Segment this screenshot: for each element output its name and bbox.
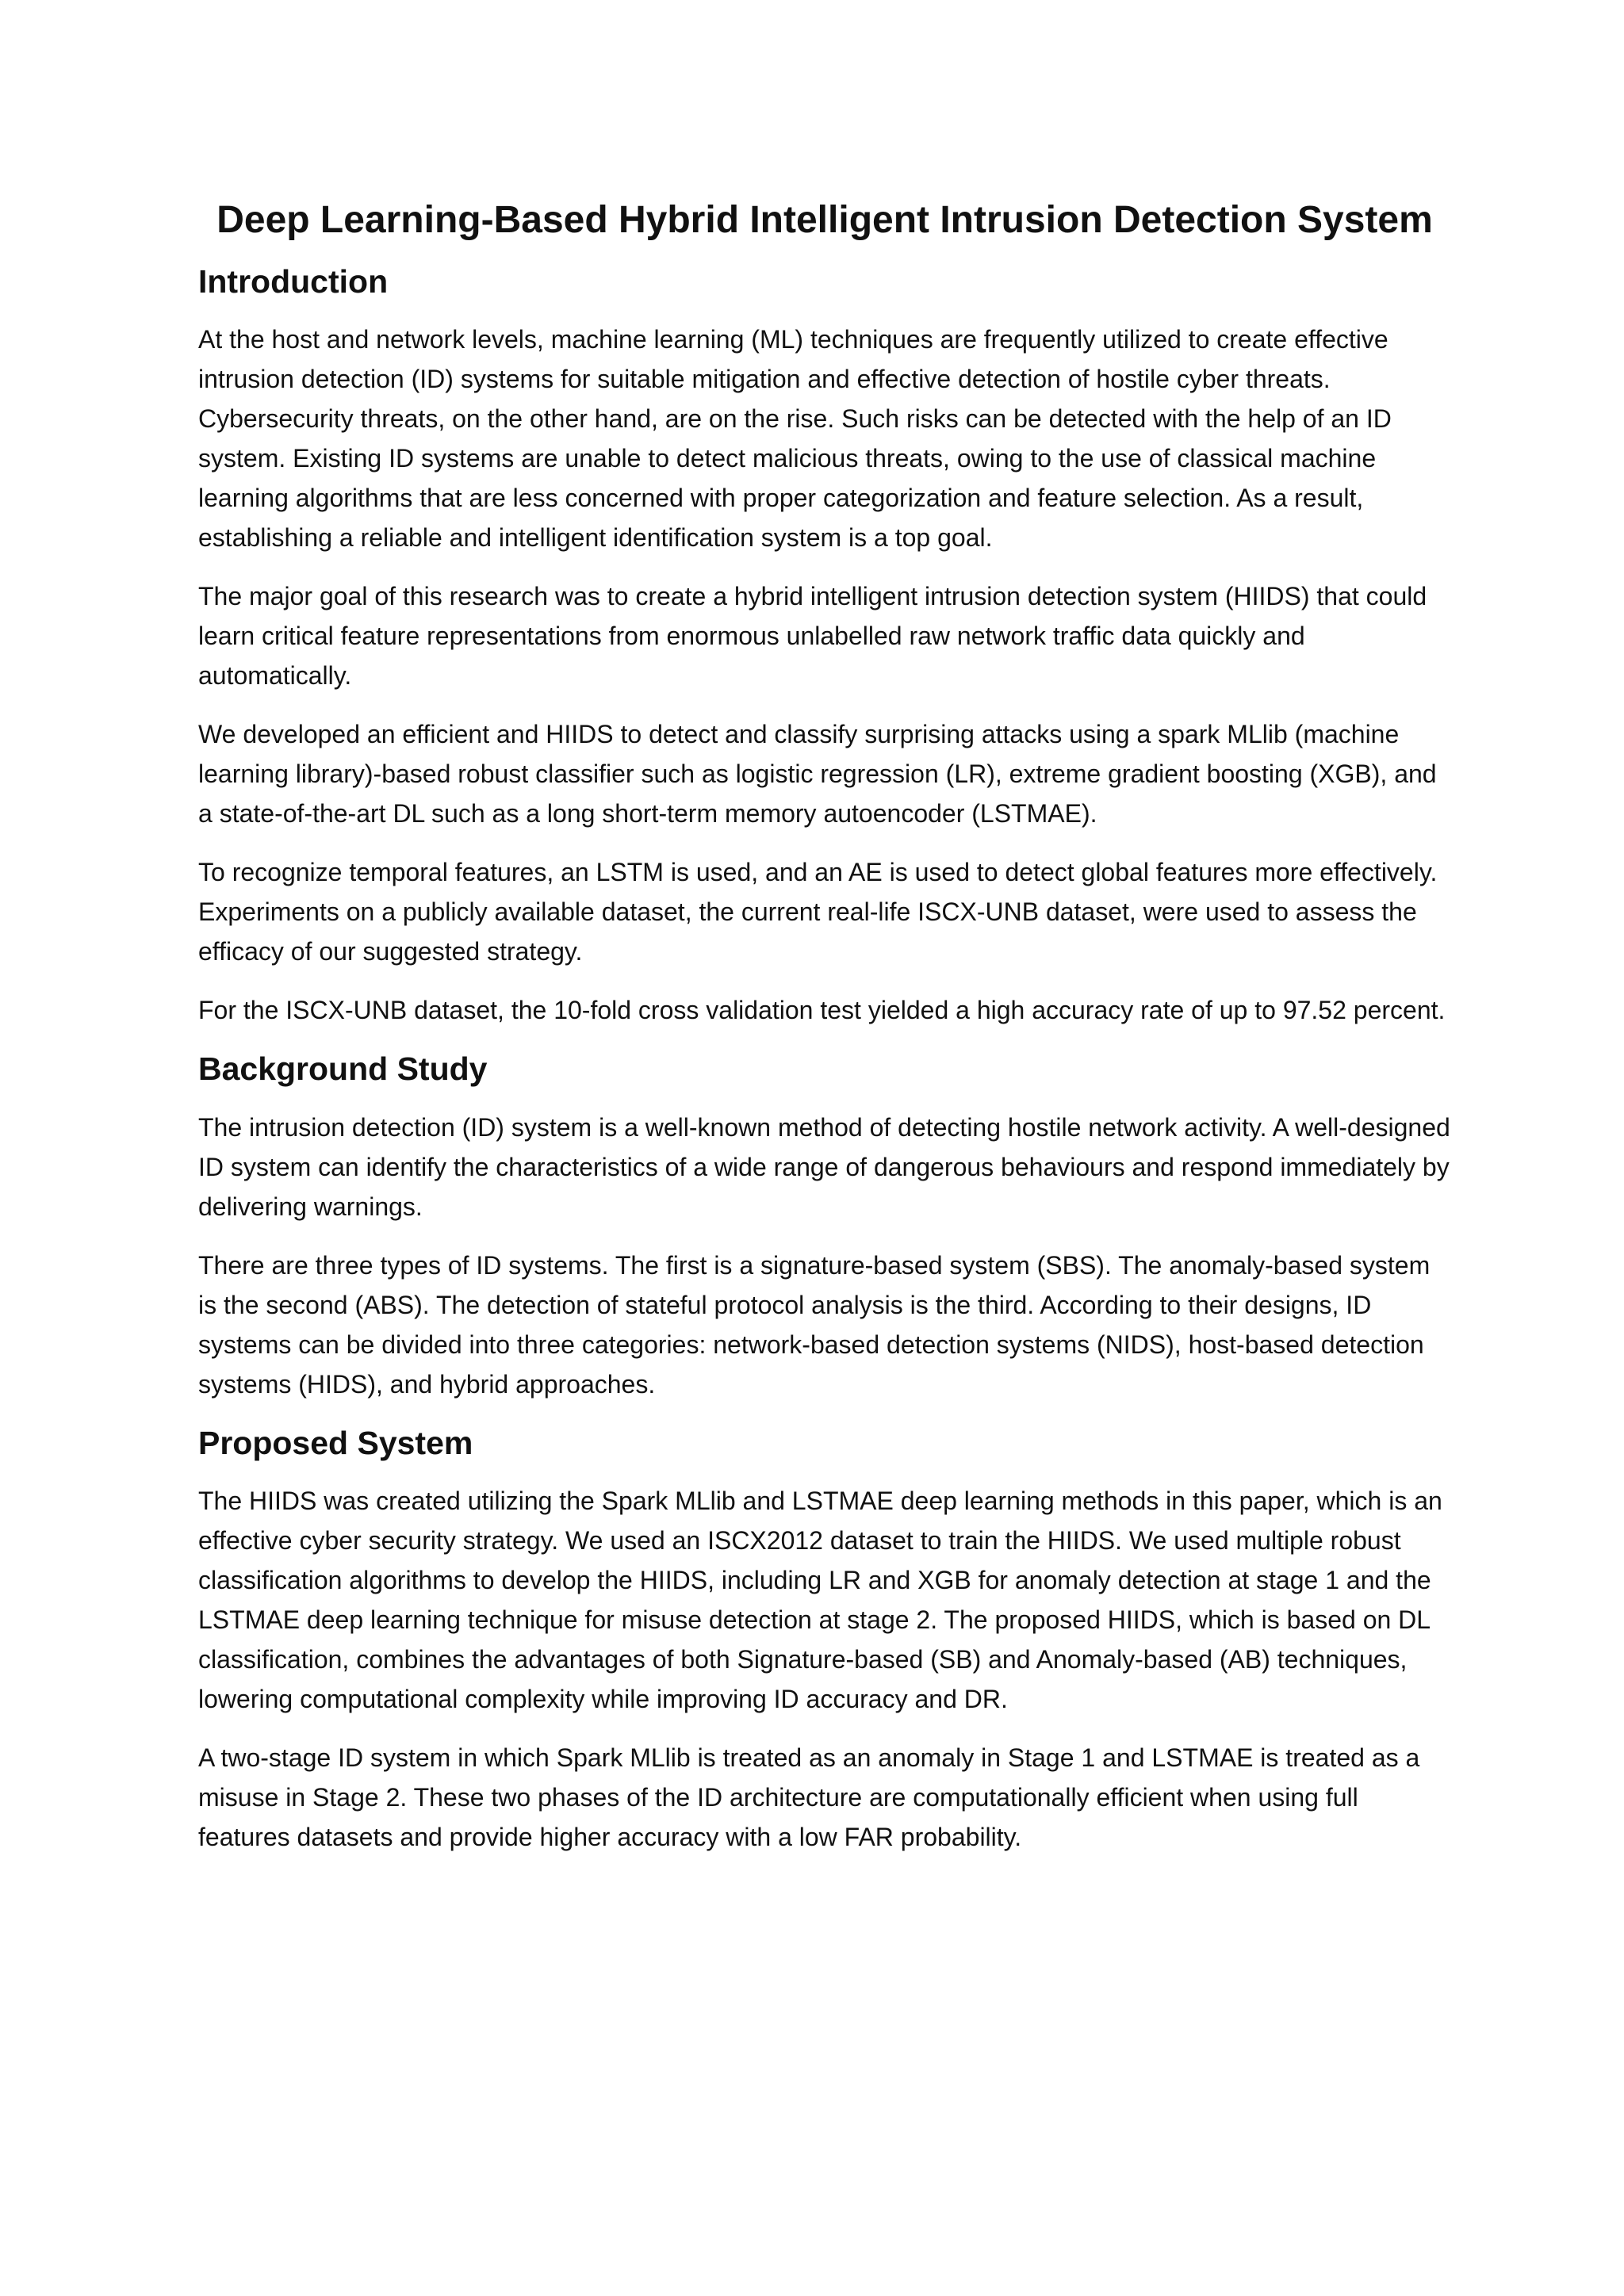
document-page — [198, 197, 1451, 1876]
section-introduction — [198, 262, 1451, 1030]
section-background-study — [198, 1049, 1451, 1403]
paragraph: We developed an efficient and HIIDS to detect and classify surprising attacks using a spark MLlib (machine learning library)-based robust classifier such as logistic regression (LR), extreme gradient boosting (XGB), and a state-of-the-art DL such as a long short-term memory autoencoder (LSTMAE). — [198, 720, 1437, 828]
paragraph: There are three types of ID systems. The first is a signature-based system (SBS). The anomaly-based system is the second (ABS). The detection of stateful protocol analysis is the third. According to their designs, ID systems can be divided into three categories: network-based detection systems (NIDS), host-based detection systems (HIDS), and hybrid approaches. — [198, 1250, 1431, 1399]
paragraph: For the ISCX-UNB dataset, the 10-fold cross validation test yielded a high accuracy rate of up to 97.52 percent. — [198, 996, 1446, 1025]
section-heading-background-study: Background Study — [198, 1050, 488, 1088]
section-heading-introduction: Introduction — [198, 263, 389, 300]
paragraph: At the host and network levels, machine learning (ML) techniques are frequently utilized to create effective intrusion detection (ID) systems for suitable mitigation and effective detection of hostile cyber threats. Cybersecurity threats, on the other hand, are on the rise. Such risks can be detected with the help of an ID system. Existing ID systems are unable to detect malicious threats, owing to the use of classical machine learning algorithms that are less concerned with proper categorization and feature selection. As a result, establishing a reliable and intelligent identification system is a top goal. — [198, 325, 1392, 553]
section-heading-proposed-system: Proposed System — [198, 1424, 473, 1461]
paragraph: The HIIDS was created utilizing the Spark MLlib and LSTMAE deep learning methods in this paper, which is an effective cyber security strategy. We used an ISCX2012 dataset to train the HIIDS. We used multiple robust classification algorithms to develop the HIIDS, including LR and XGB for anomaly detection at stage 1 and the LSTMAE deep learning technique for misuse detection at stage 2. The proposed HIIDS, which is based on DL classification, combines the advantages of both Signature-based (SB) and Anomaly-based (AB) techniques, lowering computational complexity while improving ID accuracy and DR. — [198, 1486, 1442, 1713]
paragraph: A two-stage ID system in which Spark MLlib is treated as an anomaly in Stage 1 and LSTMAE is treated as a misuse in Stage 2. These two phases of the ID architecture are computationally efficient when using full features datasets and provide higher accuracy with a low FAR probability. — [198, 1743, 1420, 1851]
paragraph: The intrusion detection (ID) system is a well-known method of detecting hostile network activity. A well-designed ID system can identify the characteristics of a wide range of dangerous behaviours and respond immediately by delivering warnings. — [198, 1112, 1450, 1221]
paragraph: To recognize temporal features, an LSTM is used, and an AE is used to detect global features more effectively. Experiments on a publicly available dataset, the current real-life ISCX-UNB dataset, were used to assess the efficacy of our suggested strategy. — [198, 858, 1438, 966]
paragraph: The major goal of this research was to create a hybrid intelligent intrusion detection system (HIIDS) that could learn critical feature representations from enormous unlabelled raw network traffic data quickly and automatically. — [198, 582, 1427, 691]
section-proposed-system — [198, 1423, 1451, 1857]
document-title: Deep Learning-Based Hybrid Intelligent Intrusion Detection System — [216, 199, 1433, 241]
